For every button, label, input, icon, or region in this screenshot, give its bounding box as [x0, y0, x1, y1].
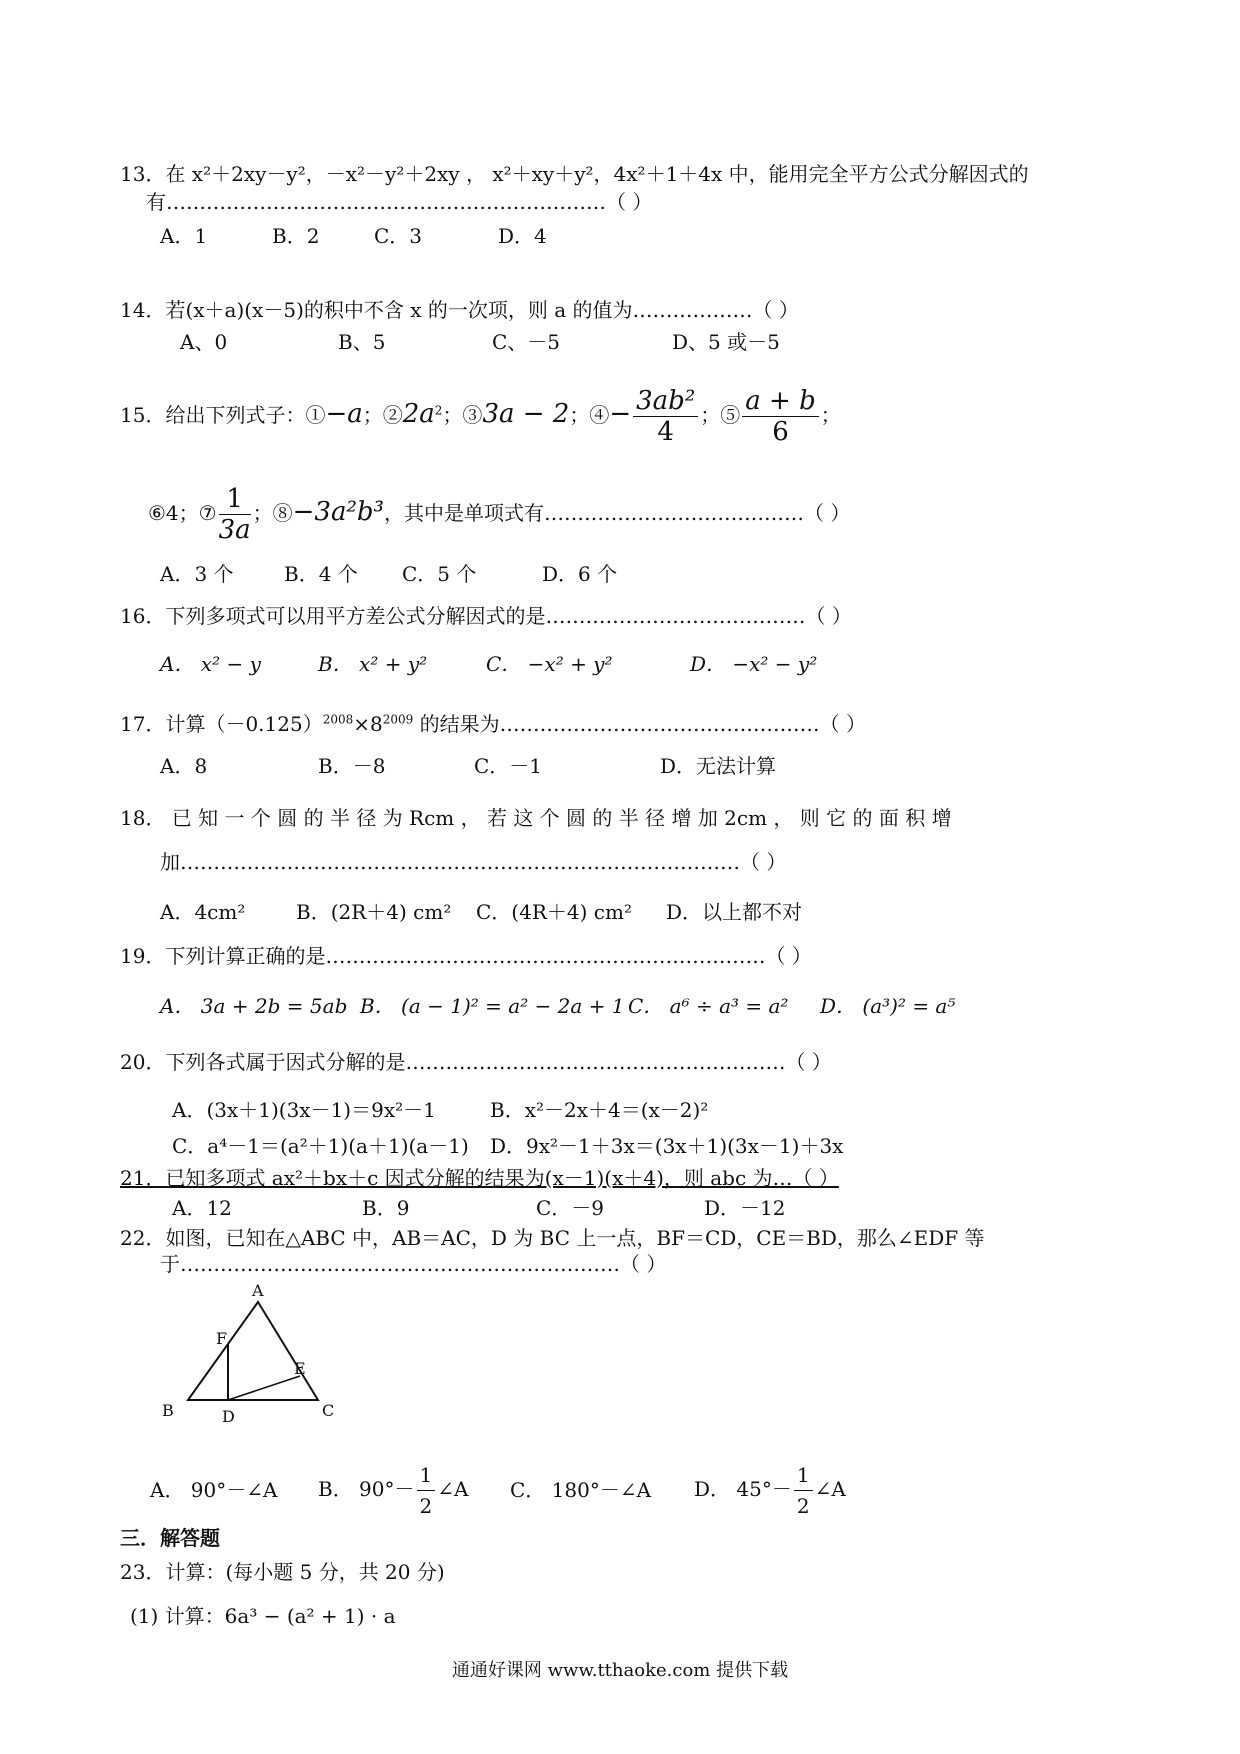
q15-line2 — [148, 484, 850, 545]
label-f: F — [216, 1329, 228, 1348]
q17-tail: 的结果为…………………………………………（ ） — [413, 712, 867, 736]
numerator: 1 — [794, 1460, 813, 1491]
q20-stem: 20．下列各式属于因式分解的是…………………………………………………（ ） — [120, 1050, 832, 1074]
q18-option-a: A．4cm² — [160, 900, 246, 924]
q19-option-c: C． a⁶ ÷ a³ = a² — [628, 994, 789, 1018]
q18-option-b: B．(2R＋4) cm² — [296, 900, 452, 924]
q15-sep1: ；② — [362, 403, 403, 427]
q23-stem: 23．计算：(每小题 5 分，共 20 分) — [120, 1560, 445, 1584]
denominator: 2 — [419, 1494, 433, 1518]
label-c: C — [322, 1401, 335, 1420]
q22-option-d-prefix: D． 45°－ — [694, 1477, 792, 1501]
q21-option-a: A．12 — [172, 1196, 232, 1220]
q21-option-b: B．9 — [362, 1196, 410, 1220]
q20-option-a: A．(3x＋1)(3x－1)＝9x²－1 — [172, 1098, 436, 1122]
q18-line2: 加…………………………………………………………………………（ ） — [160, 850, 787, 874]
q20-option-b: B．x²－2x＋4＝(x－2)² — [490, 1098, 709, 1122]
q13-option-c: C．3 — [374, 224, 423, 248]
q23-sub1: (1) 计算：6a³ − (a² + 1) · a — [130, 1604, 396, 1628]
q15-expr5-fraction — [742, 386, 818, 447]
q22-option-c: C． 180°－∠A — [510, 1478, 652, 1502]
q15-sep7: ；⑧ — [252, 501, 293, 525]
numerator: 3ab² — [633, 386, 698, 417]
label-e: E — [294, 1359, 306, 1378]
q13-option-a: A．1 — [160, 224, 208, 248]
q15-sep4: ；⑤ — [700, 403, 741, 427]
q19-option-d: D． (a³)² = a⁵ — [820, 994, 956, 1018]
q22-option-d-fraction — [794, 1460, 813, 1521]
q16-option-a: A． x² − y — [160, 652, 261, 676]
q15-expr8: −3a²b³ — [292, 497, 384, 527]
q17-stem-start: 17．计算（－0.125） — [120, 712, 323, 736]
q16-stem: 16．下列多项式可以用平方差公式分解因式的是…………………………………（ ） — [120, 604, 852, 628]
segment-de — [228, 1376, 300, 1400]
q17-option-d: D．无法计算 — [660, 754, 777, 778]
q15-option-d: D．6 个 — [542, 562, 618, 586]
triangle-abc — [188, 1302, 318, 1400]
q17-option-a: A．8 — [160, 754, 208, 778]
q15-intro: 15．给出下列式子：① — [120, 403, 326, 427]
denominator: 4 — [657, 417, 674, 447]
q18-option-c: C．(4R＋4) cm² — [476, 900, 632, 924]
label-d: D — [222, 1407, 235, 1426]
q17-exp1: 2008 — [322, 712, 354, 727]
q22-option-d — [694, 1460, 846, 1521]
q15-option-a: A．3 个 — [160, 562, 234, 586]
q15-tail: ，其中是单项式有…………………………………（ ） — [383, 501, 851, 525]
label-a: A — [252, 1281, 264, 1300]
q15-expr4-fraction — [633, 386, 698, 447]
q13-option-d: D．4 — [498, 224, 547, 248]
q17-mid: ×8 — [353, 712, 383, 736]
q16-option-c: C． −x² + y² — [486, 652, 613, 676]
q19-stem: 19．下列计算正确的是…………………………………………………………（ ） — [120, 944, 812, 968]
denominator: 6 — [772, 417, 789, 447]
q22-line1: 22．如图，已知在△ABC 中，AB＝AC，D 为 BC 上一点，BF＝CD，CE＝BD，那么∠EDF 等 — [120, 1226, 985, 1250]
q20-option-d: D．9x²－1＋3x＝(3x＋1)(3x－1)＋3x — [490, 1134, 844, 1158]
numerator: 1 — [417, 1460, 436, 1491]
triangle-figure — [150, 1280, 360, 1430]
q22-option-b-prefix: B． 90°－ — [318, 1477, 415, 1501]
q13-line1: 13．在 x²＋2xy－y²，－x²－y²＋2xy ， x²＋xy＋y²，4x²＋1＋4x 中，能用完全平方公式分解因式的 — [120, 162, 1029, 186]
q15-expr1: −a — [325, 399, 363, 429]
q17-exp2: 2009 — [382, 712, 414, 727]
q16-option-b: B． x² + y² — [318, 652, 428, 676]
q22-option-b — [318, 1460, 468, 1521]
q21-stem: 21．已知多项式 ax²＋bx＋c 因式分解的结果为(x－1)(x＋4)，则 abc 为…（ ） — [120, 1166, 839, 1190]
q19-option-b: B． (a − 1)² = a² − 2a + 1 — [360, 994, 625, 1018]
q21-option-c: C．－9 — [536, 1196, 605, 1220]
q16-option-d: D． −x² − y² — [690, 652, 818, 676]
q15-option-b: B．4 个 — [284, 562, 358, 586]
q17-option-c: C．－1 — [474, 754, 543, 778]
q15-line1 — [120, 386, 841, 447]
q15-expr2: 2a — [402, 399, 435, 429]
q14-stem: 14．若(x＋a)(x－5)的积中不含 x 的一次项，则 a 的值为………………（ ） — [120, 298, 799, 322]
q21-option-d: D．－12 — [704, 1196, 786, 1220]
page-footer: 通通好课网 www.tthaoke.com 提供下载 — [451, 1660, 789, 1681]
q13-option-b: B．2 — [272, 224, 320, 248]
denominator: 2 — [796, 1494, 810, 1518]
q22-option-b-fraction — [417, 1460, 436, 1521]
q15-sep5: ； — [820, 403, 841, 427]
q15-expr7-fraction — [219, 484, 251, 545]
q18-line1: 18． 已 知 一 个 圆 的 半 径 为 Rcm ， 若 这 个 圆 的 半 径 增 加 2cm ， 则 它 的 面 积 增 — [120, 806, 952, 830]
numerator: 1 — [219, 484, 251, 515]
q15-expr4-sign: − — [609, 399, 632, 429]
q14-option-c: C、－5 — [492, 330, 561, 354]
q18-option-d: D．以上都不对 — [666, 900, 803, 924]
q15-sep2: ；③ — [442, 403, 483, 427]
q13-line2: 有…………………………………………………………（ ） — [146, 190, 653, 214]
q19-option-a: A． 3a + 2b = 5ab — [160, 994, 348, 1018]
section-heading: 三．解答题 — [120, 1526, 220, 1550]
q22-option-a: A． 90°－∠A — [150, 1478, 278, 1502]
q15-option-c: C．5 个 — [402, 562, 477, 586]
q15-sep3: ；④ — [569, 403, 610, 427]
q15-l2-start: ⑥4；⑦ — [148, 501, 217, 525]
q22-option-d-suffix: ∠A — [814, 1477, 846, 1501]
q22-line2: 于…………………………………………………………（ ） — [160, 1252, 667, 1276]
q20-option-c: C．a⁴－1＝(a²＋1)(a＋1)(a－1) — [172, 1134, 469, 1158]
numerator: a + b — [742, 386, 818, 417]
q22-option-b-suffix: ∠A — [437, 1477, 469, 1501]
q17-stem — [120, 710, 866, 738]
q14-option-a: A、0 — [180, 330, 228, 354]
q14-option-d: D、5 或－5 — [672, 330, 780, 354]
q15-expr2-exp: 2 — [434, 403, 443, 418]
q15-expr3: 3a − 2 — [482, 399, 570, 429]
denominator: 3a — [218, 515, 251, 545]
label-b: B — [162, 1401, 174, 1420]
q17-option-b: B．－8 — [318, 754, 386, 778]
q14-option-b: B、5 — [338, 330, 386, 354]
